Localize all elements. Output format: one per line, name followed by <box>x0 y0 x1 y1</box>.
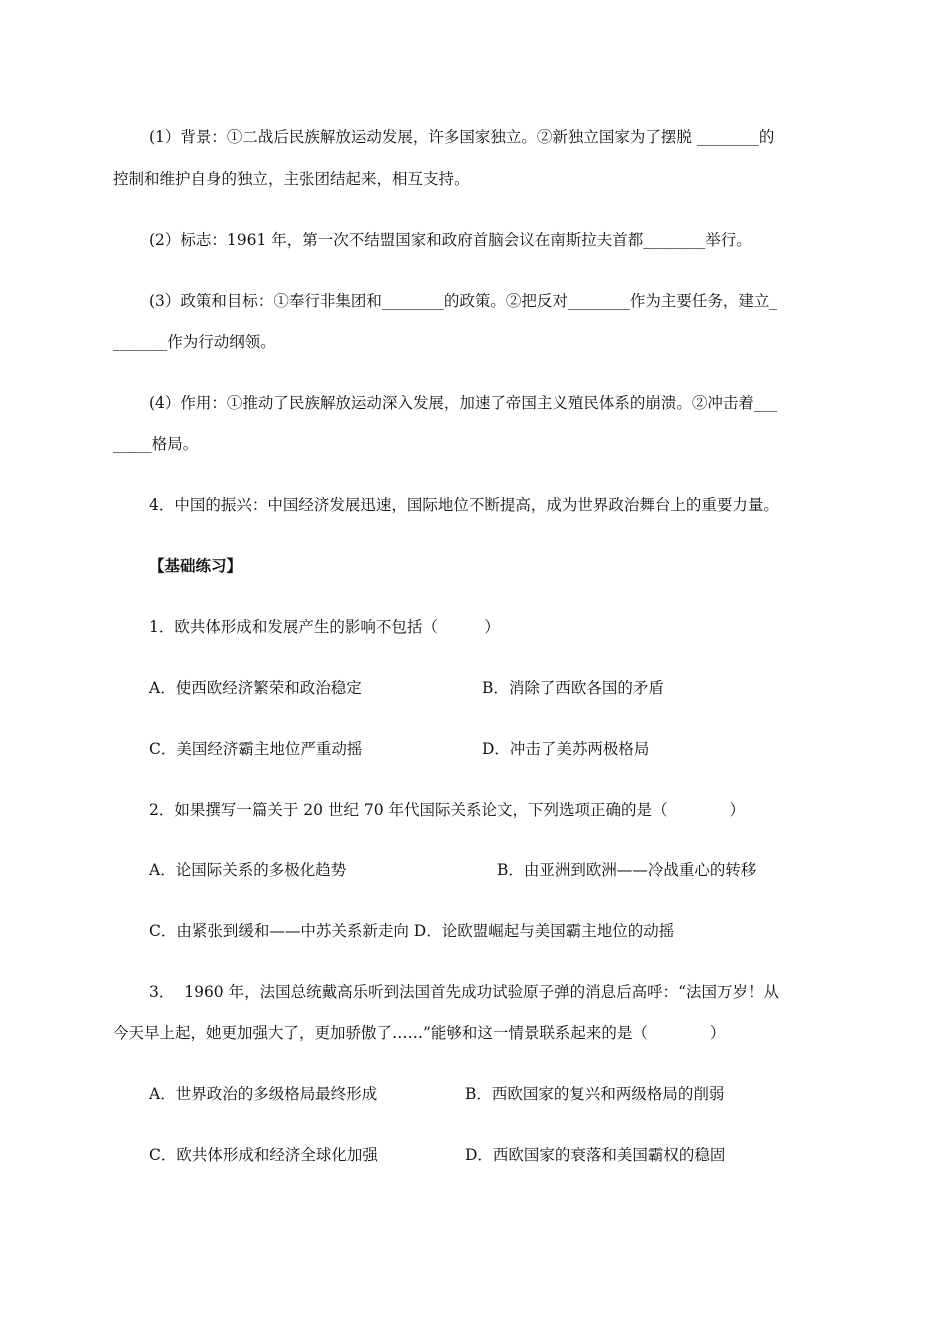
policy-line-1: (3）政策和目标：①奉行非集团和________的政策。②把反对________作为主要任务，建立_ <box>149 292 778 310</box>
background-line-2: 控制和维护自身的独立，主张团结起来，相互支持。 <box>113 170 470 188</box>
question-2-stem: 2．如果撰写一篇关于 20 世纪 70 年代国际关系论文，下列选项正确的是（ ） <box>149 801 746 819</box>
question-3-option-d: D．西欧国家的衰落和美国霸权的稳固 <box>465 1146 726 1164</box>
effect-line-2: _____格局。 <box>113 435 199 453</box>
effect-line-1: (4）作用：①推动了民族解放运动深入发展，加速了帝国主义殖民体系的崩溃。②冲击着___ <box>149 394 778 412</box>
practice-heading: 【基础练习】 <box>149 556 243 575</box>
question-3-stem-line-2: 今天早上起，她更加强大了，更加骄傲了……”能够和这一情景联系起来的是（ ） <box>113 1024 726 1042</box>
question-3-stem-line-1: 3． 1960 年，法国总统戴高乐听到法国首先成功试验原子弹的消息后高呼：“法国万岁！从 <box>149 983 780 1001</box>
china-rise-line: 4．中国的振兴：中国经济发展迅速，国际地位不断提高，成为世界政治舞台上的重要力量。 <box>149 496 779 514</box>
question-1-option-b: B．消除了西欧各国的矛盾 <box>482 679 664 697</box>
policy-line-2: _______作为行动纲领。 <box>113 333 276 351</box>
question-1-option-c: C．美国经济霸主地位严重动摇 <box>149 740 363 758</box>
question-2-option-c-d: C．由紧张到缓和——中苏关系新走向 D．论欧盟崛起与美国霸主地位的动摇 <box>149 922 675 940</box>
question-1-option-d: D．冲击了美苏两极格局 <box>482 740 650 758</box>
question-1-option-a: A．使西欧经济繁荣和政治稳定 <box>149 679 362 697</box>
question-2-option-a: A．论国际关系的多极化趋势 <box>149 861 347 879</box>
question-1-stem: 1．欧共体形成和发展产生的影响不包括（ ） <box>149 618 500 636</box>
question-2-option-b: B．由亚洲到欧洲——冷战重心的转移 <box>497 861 757 879</box>
question-3-option-b: B．西欧国家的复兴和两级格局的削弱 <box>465 1085 725 1103</box>
question-3-option-a: A．世界政治的多级格局最终形成 <box>149 1085 378 1103</box>
background-line-1: (1）背景：①二战后民族解放运动发展，许多国家独立。②新独立国家为了摆脱 ________的 <box>149 128 775 146</box>
symbol-line: (2）标志：1961 年，第一次不结盟国家和政府首脑会议在南斯拉夫首都________举行。 <box>149 231 752 249</box>
question-3-option-c: C．欧共体形成和经济全球化加强 <box>149 1146 378 1164</box>
